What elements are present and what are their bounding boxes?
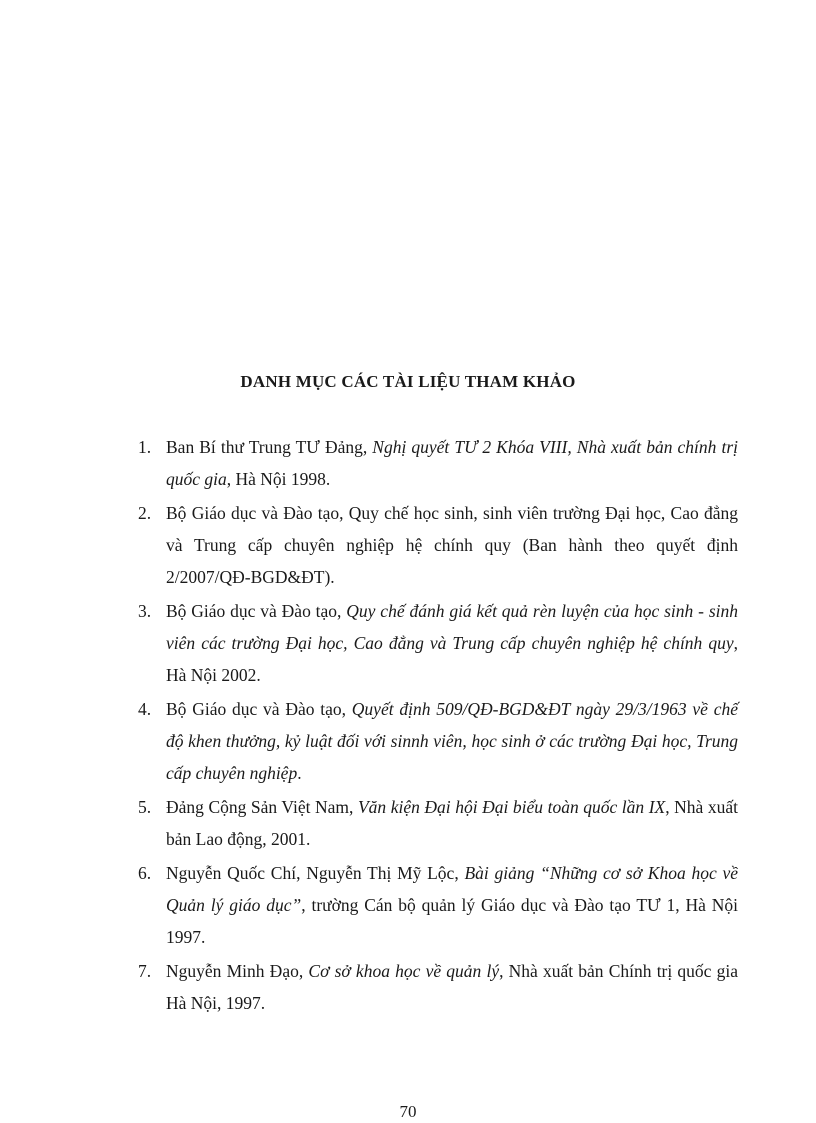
page-number: 70 — [399, 1102, 417, 1121]
reference-work-title: Văn kiện Đại hội Đại biểu toàn quốc lần IX — [357, 797, 666, 817]
reference-author: Nguyễn Minh Đạo, — [166, 961, 309, 981]
reference-details: . — [297, 763, 302, 783]
reference-work-title: Cơ sở khoa học về quản lý — [308, 961, 500, 981]
reference-number: 6. — [138, 863, 152, 883]
reference-list — [138, 431, 738, 1019]
reference-number: 2. — [138, 503, 152, 523]
list-item — [138, 595, 738, 691]
reference-author: Nguyễn Quốc Chí, Nguyễn Thị Mỹ Lộc, — [166, 863, 465, 883]
reference-work-title: Quyết định 509/QĐ-BGD&ĐT ngày 29/3/1963 về chế độ khen thưởng, kỷ luật đối với sinnh viên, học sinh ở các trường Đại học, Trung cấp chuyên nghiệp — [166, 699, 739, 783]
reference-author: Bộ Giáo dục và Đào tạo, Quy chế học sinh, sinh viên trường Đại học, Cao đẳng và Trung cấp chuyên nghiệp hệ chính quy (Ban hành theo quyết định 2/2007/QĐ-BGD&ĐT). — [166, 503, 738, 587]
reference-number: 3. — [138, 601, 152, 621]
list-item — [138, 693, 738, 789]
reference-number: 1. — [138, 437, 152, 457]
reference-author: Ban Bí thư Trung TƯ Đảng, — [166, 437, 373, 457]
reference-author: Bộ Giáo dục và Đào tạo, — [166, 601, 347, 621]
reference-details: , trường Cán bộ quản lý Giáo dục và Đào tạo TƯ 1, Hà Nội 1997. — [166, 895, 738, 947]
reference-details: , Hà Nội 2002. — [166, 633, 738, 685]
reference-details: , Nhà xuất bản Chính trị quốc gia Hà Nội, 1997. — [166, 961, 738, 1013]
reference-work-title: Nghị quyết TƯ 2 Khóa VIII, Nhà xuất bản chính trị quốc gia — [166, 437, 739, 489]
list-item — [138, 497, 738, 593]
reference-author: Bộ Giáo dục và Đào tạo, — [166, 699, 352, 719]
reference-details: , Hà Nội 1998. — [226, 469, 331, 489]
list-item — [138, 857, 738, 953]
reference-number: 7. — [138, 961, 152, 981]
reference-number: 4. — [138, 699, 152, 719]
list-item — [138, 431, 738, 495]
reference-author: Đảng Cộng Sản Việt Nam, — [166, 797, 358, 817]
reference-details: , Nhà xuất bản Lao động, 2001. — [166, 797, 738, 849]
page-title: DANH MỤC CÁC TÀI LIỆU THAM KHẢO — [240, 372, 576, 391]
list-item — [138, 791, 738, 855]
reference-work-title: Quy chế đánh giá kết quả rèn luyện của học sinh - sinh viên các trường Đại học, Cao đẳng và Trung cấp chuyên nghiệp hệ chính quy — [166, 601, 738, 653]
list-item — [138, 955, 738, 1019]
reference-work-title: Bài giảng “Những cơ sở Khoa học về Quản lý giáo dục” — [166, 863, 738, 915]
reference-number: 5. — [138, 797, 152, 817]
